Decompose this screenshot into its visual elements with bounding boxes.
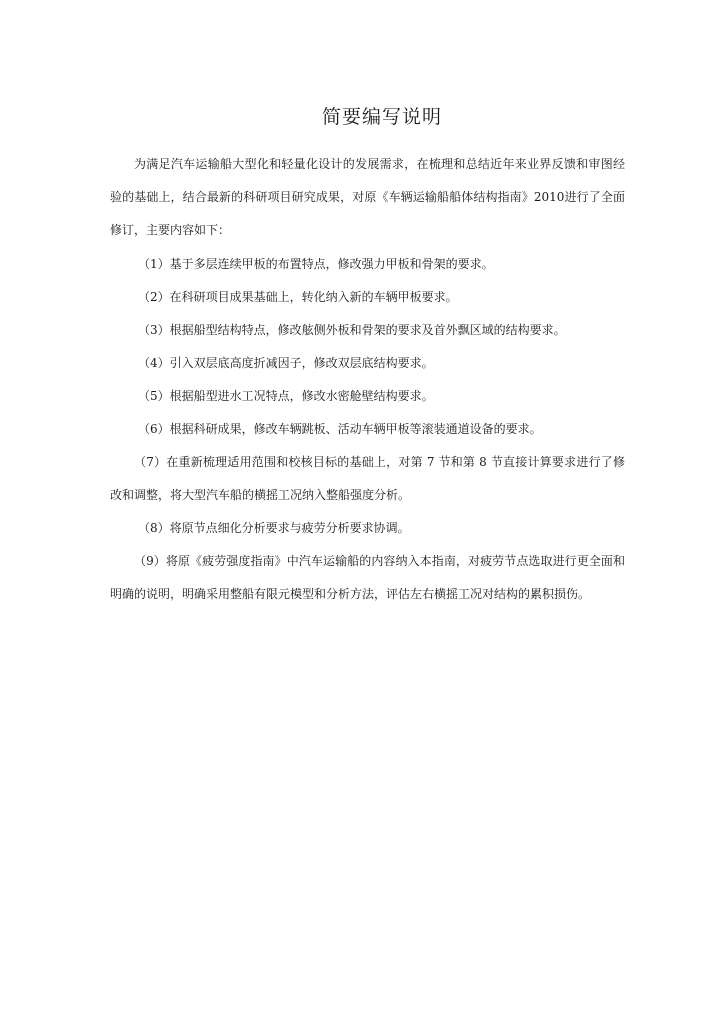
list-item	[110, 413, 625, 446]
list-item: （7）在重新梳理适用范围和校核目标的基础上，对第 7 节和第 8 节直接计算要求进行了修改和调整，将大型汽车船的横摇工况纳入整船强度分析。	[110, 455, 625, 502]
list-item-text: （3）根据船型结构特点，修改舷侧外板和骨架的要求及首外飘区域的结构要求。	[138, 323, 566, 337]
list-item-text: （2）在科研项目成果基础上，转化纳入新的车辆甲板要求。	[138, 290, 458, 304]
list-item-text: （8）将原节点细化分析要求与疲劳分析要求协调。	[138, 521, 410, 535]
list-item	[110, 314, 625, 347]
list-item	[110, 281, 625, 314]
list-item	[110, 380, 625, 413]
list-item	[110, 512, 625, 545]
intro-paragraph: 为满足汽车运输船大型化和轻量化设计的发展需求，在梳理和总结近年来业界反馈和审图经验的基础上，结合最新的科研项目研究成果，对原《车辆运输船船体结构指南》2010进行了全面修订，主要内容如下：	[110, 157, 625, 237]
list-item	[110, 347, 625, 380]
list-item-text: （6）根据科研成果，修改车辆跳板、活动车辆甲板等滚装通道设备的要求。	[138, 422, 542, 436]
list-item-text: （4）引入双层底高度折减因子，修改双层底结构要求。	[138, 356, 434, 370]
list-item-text: （5）根据船型进水工况特点，修改水密舱壁结构要求。	[138, 389, 434, 403]
list-item-text: （1）基于多层连续甲板的布置特点，修改强力甲板和骨架的要求。	[138, 257, 494, 271]
list-item: （9）将原《疲劳强度指南》中汽车运输船的内容纳入本指南，对疲劳节点选取进行更全面和明确的说明，明确采用整船有限元模型和分析方法，评估左右横摇工况对结构的累积损伤。	[110, 554, 625, 601]
document-title: 简要编写说明	[321, 106, 442, 128]
list-item	[110, 248, 625, 281]
